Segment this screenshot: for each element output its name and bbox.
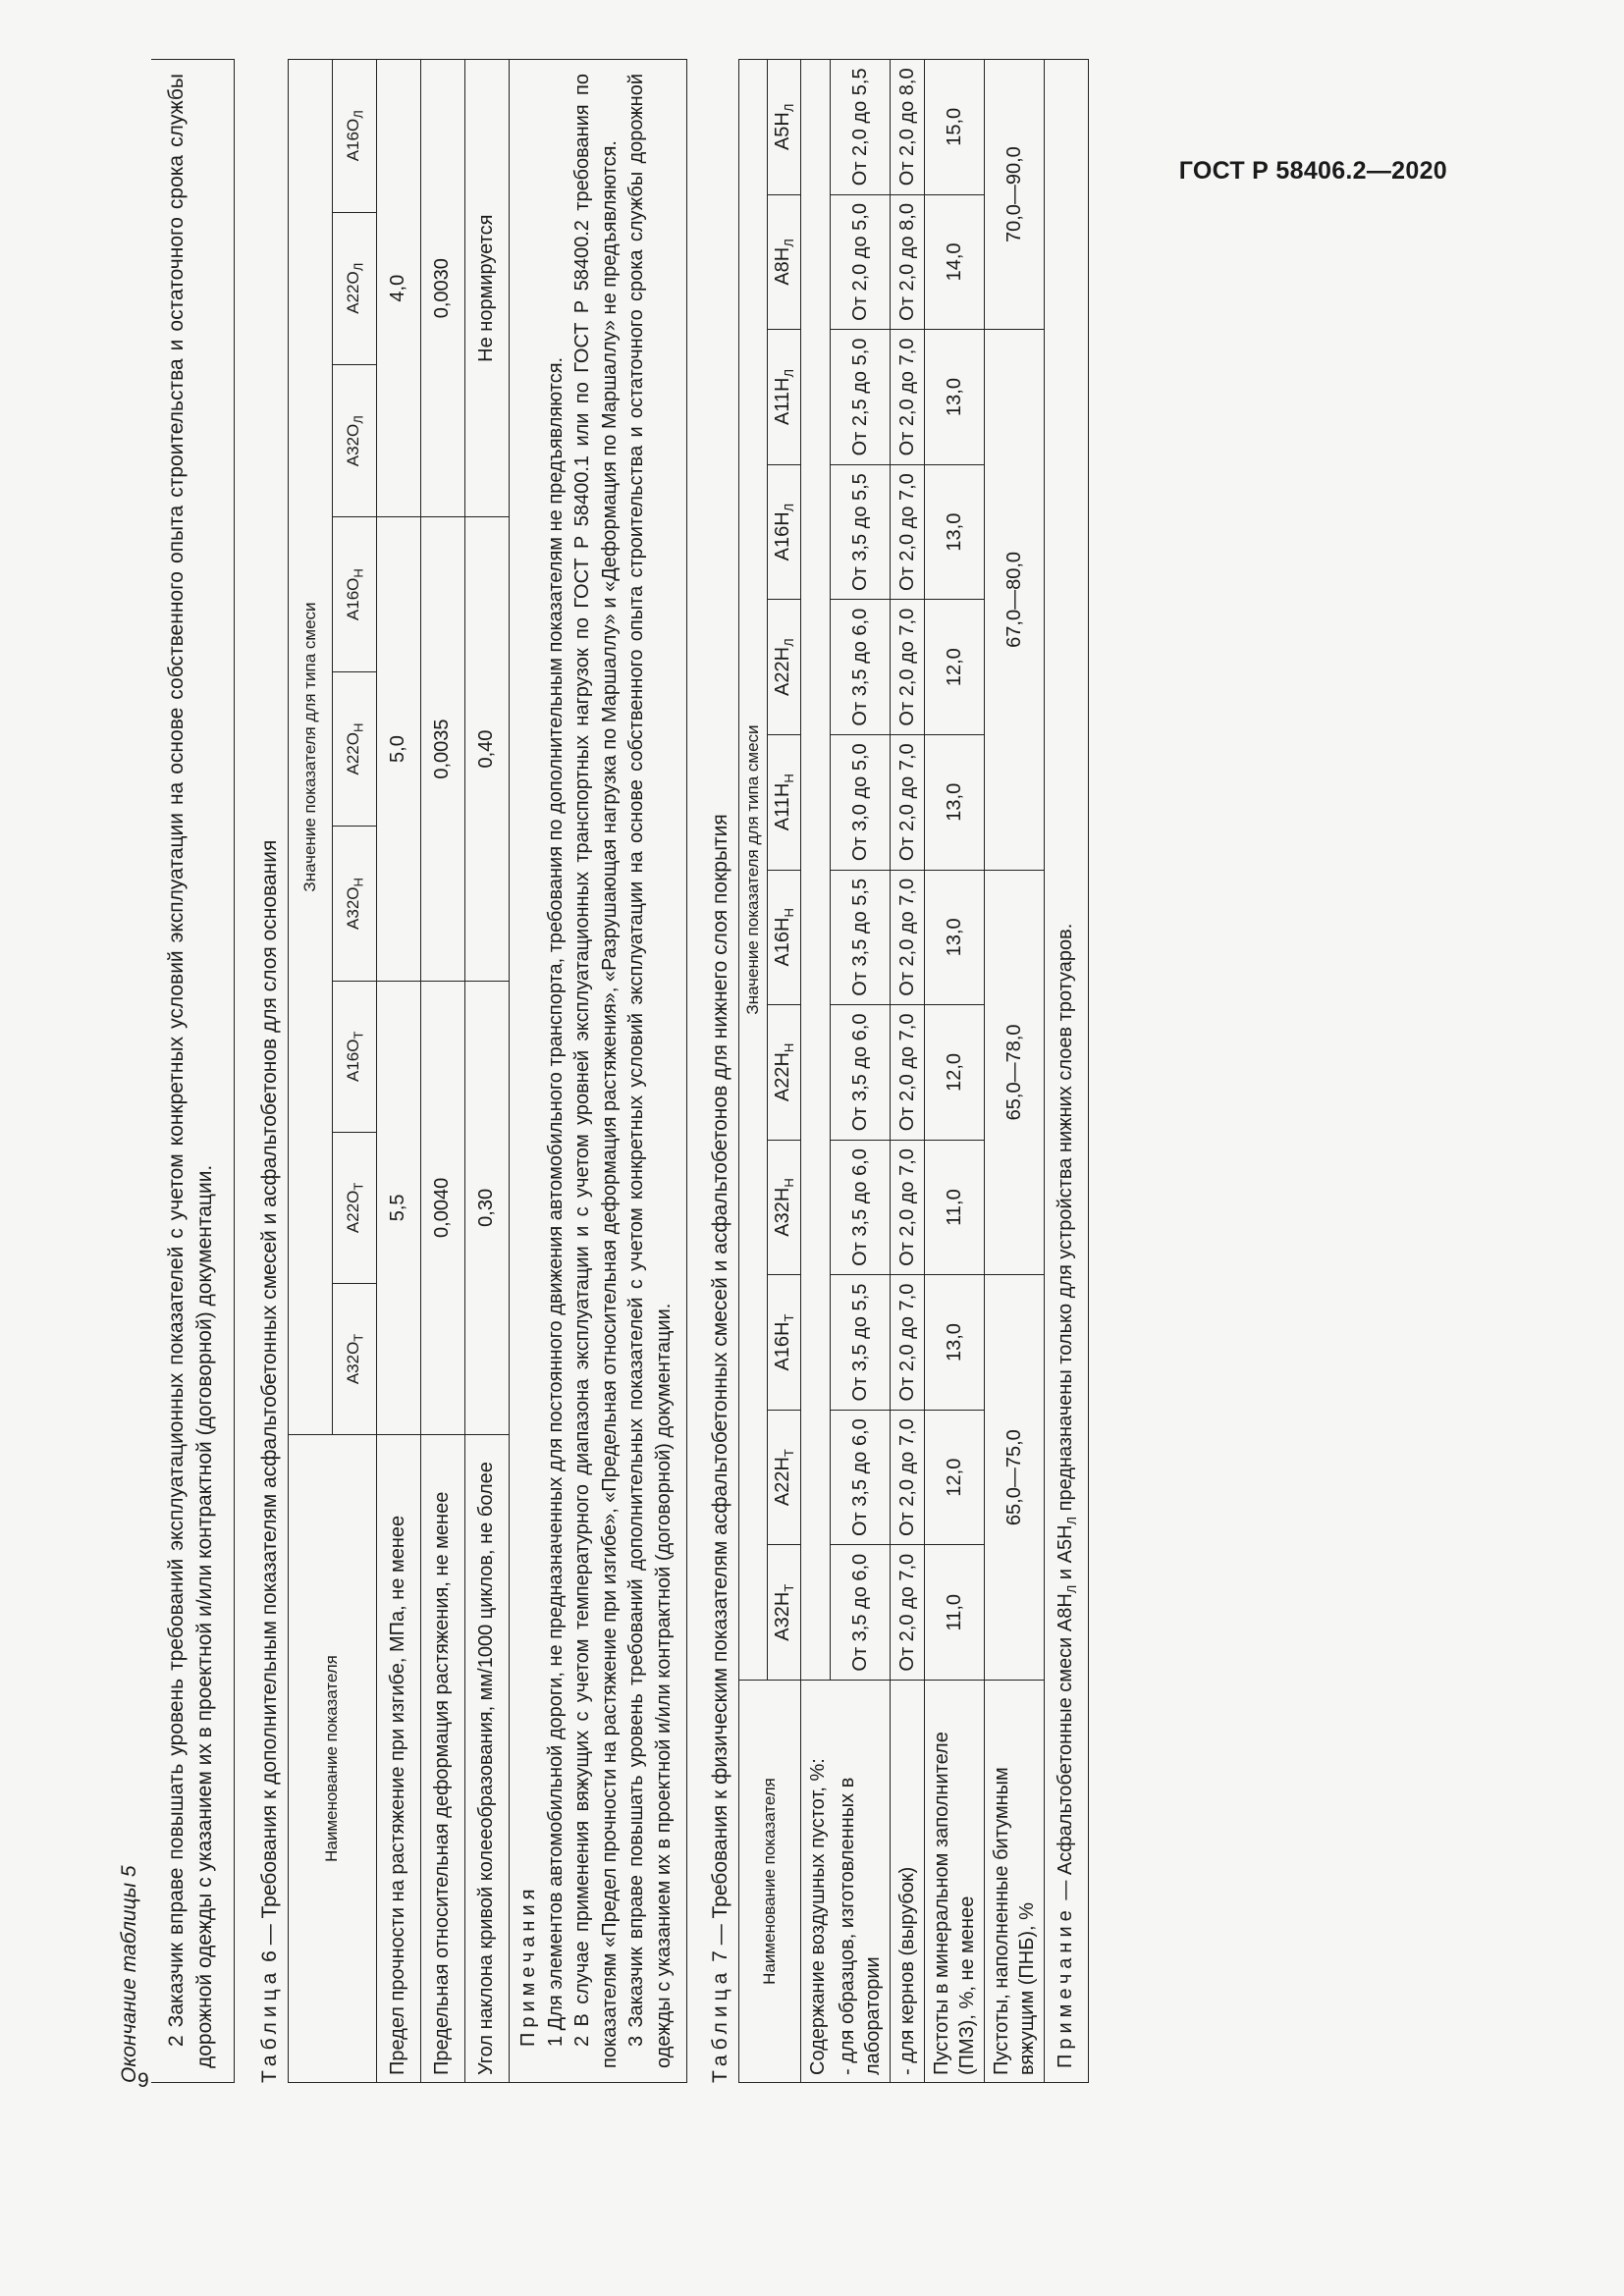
- table-row: - для образцов, изготовленных в лаборатории От 3,5 до 6,0 От 3,5 до 6,0 От 3,5 до 5,5 От 3,5 до 6,0 От 3,5 до 6,0 От 3,5 до 5,5 От 3,0 до 5,0 От 3,5 до 6,0 От 3,5 до 5,5 От 2,5 до 5,0 От 2,0 до 5,0 От 2,0 до 5,5: [831, 60, 891, 2083]
- table-row: Предельная относительная деформация растяжения, не менее 0,0040 0,0035 0,0030: [420, 60, 464, 2083]
- page-number: 9: [137, 2069, 149, 2092]
- table7-type-header: $А32Н_Т$ $А22Н_Т$ $А16Н_Т$ $А32Н_Н$ $А22Н_Н$ $А16Н_Н$ $А11Н_Н$ $А22Н_Л$ $А16Н_Л$ $А11Н_Л$ $А8Н_Л$ $А5Н_Л$: [767, 60, 800, 2083]
- table5-note2: 2 Заказчик вправе повышать уровень требований эксплуатационных показателей с учетом конкретных условий эксплуатации на основе собственного опыта строительства и остаточного срока службы дорожной одежды с указанием их в проектной и/или контрактной (договорной) документации.: [165, 74, 216, 2068]
- table7: [738, 59, 1090, 2083]
- table6-col-name: Наименование показателя: [288, 1435, 376, 2083]
- table6-col-group: Значение показателя для типа смеси: [288, 60, 332, 1435]
- table6-type-header: $А32О_Т$ $А22О_Т$ $А16О_Т$ $А32О_Н$ $А22О_Н$ $А16О_Н$ $А32О_Л$ $А22О_Л$ $А16О_Л$: [332, 60, 376, 2083]
- table6-note1: 1 Для элементов автомобильной дороги, не предназначенных для постоянного движения автомобильного транспорта, требования по дополнительным показателям не предъявляются.: [544, 356, 567, 2047]
- standard-header: ГОСТ Р 58406.2—2020: [1178, 157, 1447, 185]
- table6-note3: 3 Заказчик вправе повышать уровень требований дополнительных показателей с учетом конкретных условий эксплуатации на основе собственного опыта строительства и остаточного срока службы дорожной одежды с указанием их в проектной и/или контрактной (договорной) документации.: [625, 74, 675, 2068]
- table-row: Пустоты, наполненные битумным вяжущим (ПНБ), % 65,0—75,0 65,0—78,0 67,0—80,0 70,0—90,0: [984, 60, 1044, 2083]
- table5-end-box: [151, 59, 235, 2083]
- table6-notes-title: Примечания: [516, 1884, 539, 2047]
- table-row: Пустоты в минеральном заполнителе (ПМЗ), %, не менее 11,0 12,0 13,0 11,0 12,0 13,0 13,0 12,0 13,0 13,0 14,0 15,0: [924, 60, 984, 2083]
- table6: [288, 59, 687, 2083]
- table-row: Предел прочности на растяжение при изгибе, МПа, не менее 5,5 5,0 4,0: [376, 60, 420, 2083]
- table6-caption: Таблица 6 — Требования к дополнительным показателям асфальтобетонных смесей и асфальтобетонов для слоя основания: [257, 839, 281, 2083]
- table6-notes: [509, 60, 686, 2083]
- table7-note: Примечание — Асфальтобетонные смеси $А8Н_Л$ и $А5Н_Л$ предназначены только для устройства нижних слоев тротуаров.: [1044, 60, 1089, 2083]
- table7-col-name: Наименование показателя: [738, 1681, 800, 2083]
- table-row: Угол наклона кривой колееобразования, мм/1000 циклов, не более 0,30 0,40 Не нормируется: [464, 60, 509, 2083]
- table6-note2: 2 В случае применения вяжущих с учетом температурного диапазона эксплуатации и с учетом уровней эксплуатационных транспортных нагрузок по ГОСТ Р 58400.1 или по ГОСТ Р 58400.2 требования по показателям «Предел прочности на растяжение при изгибе», «Предельная относительная деформация растяжения», «Разрушающая нагрузка по Маршаллу» и «Деформация по Маршаллу» не предъявляются.: [571, 74, 621, 2068]
- table-row: Содержание воздушных пустот, %:: [800, 60, 831, 2083]
- table5-continuation-caption: Окончание таблицы 5: [118, 1865, 140, 2083]
- rotated-content: [118, 59, 1424, 2083]
- table-row: - для кернов (вырубок) От 2,0 до 7,0 От 2,0 до 7,0 От 2,0 до 7,0 От 2,0 до 7,0 От 2,0 до 7,0 От 2,0 до 7,0 От 2,0 до 7,0 От 2,0 до 7,0 От 2,0 до 7,0 От 2,0 до 7,0 От 2,0 до 8,0 От 2,0 до 8,0: [890, 60, 924, 2083]
- table7-caption: Таблица 7 — Требования к физическим показателям асфальтобетонных смесей и асфальтобетонов для нижнего слоя покрытия: [708, 814, 731, 2083]
- table7-col-group: Значение показателя для типа смеси: [738, 60, 767, 1681]
